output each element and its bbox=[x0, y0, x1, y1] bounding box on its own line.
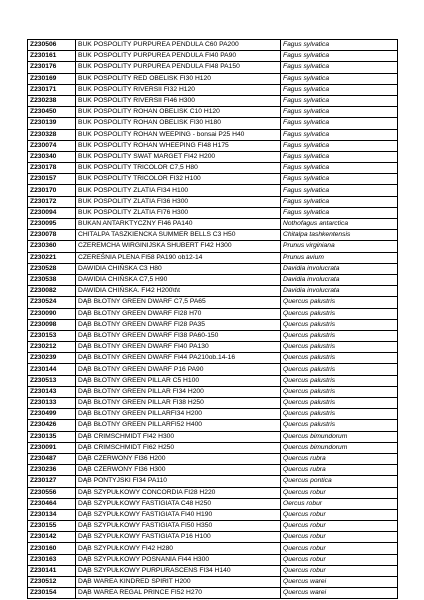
table-row bbox=[28, 174, 398, 185]
table-row bbox=[28, 308, 398, 319]
latin-name-cell: Quercus rubra bbox=[281, 465, 398, 476]
latin-name-cell: Quercus robur bbox=[281, 509, 398, 520]
product-code-cell: Z230153 bbox=[28, 330, 76, 341]
product-code-cell: Z230134 bbox=[28, 509, 76, 520]
table-row bbox=[28, 151, 398, 162]
table-row bbox=[28, 185, 398, 196]
product-code-cell: Z230155 bbox=[28, 521, 76, 532]
table-row bbox=[28, 118, 398, 129]
product-code-cell: Z230528 bbox=[28, 263, 76, 274]
product-name-cell: DĄB SZYPUŁKOWY CONCORDIA FI28 H220 bbox=[76, 487, 281, 498]
product-name-cell: DAWIDIA CHIŃSKA. FI42 H200\t\t bbox=[76, 286, 281, 297]
product-code-cell: Z230426 bbox=[28, 420, 76, 431]
product-name-cell: DĄB SZYPUŁKOWY FI42 H280 bbox=[76, 543, 281, 554]
product-name-cell: DĄB SZYPUŁKOWY FASTIGIATA P16 H100 bbox=[76, 532, 281, 543]
latin-name-cell: Fagus sylvatica bbox=[281, 151, 398, 162]
table-row bbox=[28, 386, 398, 397]
product-name-cell: DĄB BŁOTNY GREEN PILLARFI52 H400 bbox=[76, 420, 281, 431]
latin-name-cell: Fagus sylvatica bbox=[281, 118, 398, 129]
product-name-cell: DĄB SZYPUŁKOWY POSNANIA FI44 H300 bbox=[76, 554, 281, 565]
product-code-cell: Z230135 bbox=[28, 431, 76, 442]
table-row bbox=[28, 107, 398, 118]
latin-name-cell: Chitalpa tashkentensis bbox=[281, 230, 398, 241]
latin-name-cell: Fagus sylvatica bbox=[281, 129, 398, 140]
latin-name-cell: Fagus sylvatica bbox=[281, 107, 398, 118]
table-row bbox=[28, 577, 398, 588]
product-code-cell: Z230506 bbox=[28, 40, 76, 51]
latin-name-cell: Fagus sylvatica bbox=[281, 207, 398, 218]
product-name-cell: DĄB BŁOTNY GREEN PILLARFI34 H200 bbox=[76, 409, 281, 420]
table-row bbox=[28, 129, 398, 140]
latin-name-cell: Prunus virginiana bbox=[281, 241, 398, 252]
product-name-cell: BUKAN ANTARKTYCZNY FI46 PA140 bbox=[76, 219, 281, 230]
product-name-cell: BUK POSPOLITY ROHAN WEEPING - bonsai P25 H40 bbox=[76, 129, 281, 140]
product-code-cell: Z230157 bbox=[28, 174, 76, 185]
product-code-cell: Z230176 bbox=[28, 62, 76, 73]
table-row bbox=[28, 297, 398, 308]
product-code-cell: Z230487 bbox=[28, 453, 76, 464]
product-name-cell: BUK POSPOLITY RIVERSII FI46 H300 bbox=[76, 95, 281, 106]
latin-name-cell: Fagus sylvatica bbox=[281, 174, 398, 185]
product-code-cell: Z230169 bbox=[28, 73, 76, 84]
table-row bbox=[28, 84, 398, 95]
product-code-cell: Z230098 bbox=[28, 319, 76, 330]
product-name-cell: DĄB CZERWONY FI36 H200 bbox=[76, 453, 281, 464]
product-code-cell: Z230078 bbox=[28, 230, 76, 241]
product-code-cell: Z230513 bbox=[28, 375, 76, 386]
product-code-cell: Z230450 bbox=[28, 107, 76, 118]
product-name-cell: CZEREMCHA WIRGINIJSKA SHUBERT FI42 H300 bbox=[76, 241, 281, 252]
latin-name-cell: Fagus sylvatica bbox=[281, 73, 398, 84]
latin-name-cell: Quercus robur bbox=[281, 487, 398, 498]
product-name-cell: DĄB BŁOTNY GREEN DWARF C7,5 PA65 bbox=[76, 297, 281, 308]
table-row bbox=[28, 140, 398, 151]
product-name-cell: BUK POSPOLITY PURPUREA PENDULA C60 PA200 bbox=[76, 40, 281, 51]
product-code-cell: Z230095 bbox=[28, 219, 76, 230]
table-row bbox=[28, 330, 398, 341]
product-code-cell: Z230094 bbox=[28, 207, 76, 218]
product-name-cell: DĄB CRIMSCHMIDT FI62 H250 bbox=[76, 442, 281, 453]
latin-name-cell: Quercus palustris bbox=[281, 364, 398, 375]
product-name-cell: BUK POSPOLITY ZLATIA FI34 H100 bbox=[76, 185, 281, 196]
product-code-cell: Z230221 bbox=[28, 252, 76, 263]
product-name-cell: BUK POSPOLITY ROHAN OBELISK C10 H120 bbox=[76, 107, 281, 118]
product-name-cell: CHITALPA TASZKIENCKA SUMMER BELLS C3 H50 bbox=[76, 230, 281, 241]
product-code-cell: Z230464 bbox=[28, 498, 76, 509]
latin-name-cell: Quercus palustris bbox=[281, 409, 398, 420]
table-row bbox=[28, 40, 398, 51]
latin-name-cell: Fagus sylvatica bbox=[281, 40, 398, 51]
table-row bbox=[28, 163, 398, 174]
table-row bbox=[28, 342, 398, 353]
product-name-cell: DĄB BŁOTNY GREEN DWARF FI28 H70 bbox=[76, 308, 281, 319]
product-code-cell: Z230142 bbox=[28, 532, 76, 543]
latin-name-cell: Quercus palustris bbox=[281, 420, 398, 431]
latin-name-cell: Fagus sylvatica bbox=[281, 62, 398, 73]
table-row bbox=[28, 487, 398, 498]
product-name-cell: BUK POSPOLITY ZLATIA FI36 H300 bbox=[76, 196, 281, 207]
product-code-cell: Z230171 bbox=[28, 84, 76, 95]
product-name-cell: BUK POSPOLITY ROHAN WHEEPING FI48 H175 bbox=[76, 140, 281, 151]
product-name-cell: DĄB BŁOTNY GREEN PILLAR C5 H100 bbox=[76, 375, 281, 386]
table-row bbox=[28, 543, 398, 554]
latin-name-cell: Quercus rubra bbox=[281, 453, 398, 464]
product-code-cell: Z230163 bbox=[28, 554, 76, 565]
table-row bbox=[28, 453, 398, 464]
product-code-cell: Z230074 bbox=[28, 140, 76, 151]
table-row bbox=[28, 219, 398, 230]
product-name-cell: BUK POSPOLITY RED OBELISK FI30 H120 bbox=[76, 73, 281, 84]
product-code-cell: Z230127 bbox=[28, 476, 76, 487]
product-code-cell: Z230499 bbox=[28, 409, 76, 420]
product-code-cell: Z230178 bbox=[28, 163, 76, 174]
table-row bbox=[28, 442, 398, 453]
table-row bbox=[28, 263, 398, 274]
table-row bbox=[28, 230, 398, 241]
product-code-cell: Z230090 bbox=[28, 308, 76, 319]
product-code-cell: Z230239 bbox=[28, 353, 76, 364]
product-name-cell: BUK POSPOLITY ZLATIA FI76 H300 bbox=[76, 207, 281, 218]
product-code-cell: Z230236 bbox=[28, 465, 76, 476]
product-name-cell: DĄB BŁOTNY GREEN PILLAR FI34 H200 bbox=[76, 386, 281, 397]
latin-name-cell: Quercus palustris bbox=[281, 330, 398, 341]
latin-name-cell: Quercus robur bbox=[281, 532, 398, 543]
table-row bbox=[28, 252, 398, 263]
product-code-cell: Z230238 bbox=[28, 95, 76, 106]
product-name-cell: DĄB PONTYJSKI FI34 PA110 bbox=[76, 476, 281, 487]
product-code-cell: Z230538 bbox=[28, 274, 76, 285]
table-row bbox=[28, 62, 398, 73]
product-code-cell: Z230524 bbox=[28, 297, 76, 308]
table-row bbox=[28, 588, 398, 599]
table-row bbox=[28, 532, 398, 543]
plant-catalog-table bbox=[27, 39, 398, 599]
table-row bbox=[28, 51, 398, 62]
product-name-cell: DĄB WAREA KINDRED SPIRIT H200 bbox=[76, 577, 281, 588]
product-name-cell: DĄB BŁOTNY GREEN DWARF FI40 PA130 bbox=[76, 342, 281, 353]
latin-name-cell: Quercus robur bbox=[281, 565, 398, 576]
latin-name-cell: Prunus avium bbox=[281, 252, 398, 263]
product-name-cell: BUK POSPOLITY RIVERSII FI32 H120 bbox=[76, 84, 281, 95]
table-row bbox=[28, 476, 398, 487]
product-name-cell: BUK POSPOLITY PURPUREA PENDULA FI48 PA150 bbox=[76, 62, 281, 73]
table-row bbox=[28, 521, 398, 532]
product-code-cell: Z230172 bbox=[28, 196, 76, 207]
latin-name-cell: Fagus sylvatica bbox=[281, 84, 398, 95]
product-code-cell: Z230143 bbox=[28, 386, 76, 397]
latin-name-cell: Quercus palustris bbox=[281, 375, 398, 386]
table-row bbox=[28, 420, 398, 431]
table-row bbox=[28, 207, 398, 218]
latin-name-cell: Fagus sylvatica bbox=[281, 51, 398, 62]
product-code-cell: Z230139 bbox=[28, 118, 76, 129]
latin-name-cell: Fagus sylvatica bbox=[281, 163, 398, 174]
product-name-cell: DĄB SZYPUŁKOWY PURPURASCENS FI34 H140 bbox=[76, 565, 281, 576]
table-body bbox=[28, 40, 398, 599]
product-name-cell: CZEREŚNIA PLENA FI58 PA190 ob12-14 bbox=[76, 252, 281, 263]
latin-name-cell: Fagus sylvatica bbox=[281, 196, 398, 207]
product-code-cell: Z230212 bbox=[28, 342, 76, 353]
product-name-cell: BUK POSPOLITY TRICOLOR FI32 H100 bbox=[76, 174, 281, 185]
table-row bbox=[28, 498, 398, 509]
product-name-cell: DĄB BŁOTNY GREEN DWARF P16 PA90 bbox=[76, 364, 281, 375]
table-row bbox=[28, 431, 398, 442]
latin-name-cell: Quercus palustris bbox=[281, 386, 398, 397]
product-name-cell: DĄB SZYPUŁKOWY FASTIGIATA C48 H250 bbox=[76, 498, 281, 509]
table-row bbox=[28, 398, 398, 409]
product-code-cell: Z230340 bbox=[28, 151, 76, 162]
product-name-cell: DĄB SZYPUŁKOWY FASTIGIATA FI50 H350 bbox=[76, 521, 281, 532]
product-code-cell: Z230154 bbox=[28, 588, 76, 599]
product-name-cell: DĄB BŁOTNY GREEN DWARF FI28 PA35 bbox=[76, 319, 281, 330]
table-row bbox=[28, 565, 398, 576]
latin-name-cell: Quercus palustris bbox=[281, 342, 398, 353]
latin-name-cell: Quercus palustris bbox=[281, 353, 398, 364]
latin-name-cell: Quercus palustris bbox=[281, 308, 398, 319]
product-code-cell: Z230091 bbox=[28, 442, 76, 453]
product-code-cell: Z230512 bbox=[28, 577, 76, 588]
product-code-cell: Z230160 bbox=[28, 543, 76, 554]
table-row bbox=[28, 73, 398, 84]
table-row bbox=[28, 286, 398, 297]
latin-name-cell: Davidia involucrata bbox=[281, 286, 398, 297]
product-name-cell: DAWIDIA CHIŃSKA C7,5 H90 bbox=[76, 274, 281, 285]
latin-name-cell: Quercus robur bbox=[281, 521, 398, 532]
product-name-cell: BUK POSPOLITY ROHAN OBELISK FI30 H180 bbox=[76, 118, 281, 129]
product-code-cell: Z230141 bbox=[28, 565, 76, 576]
latin-name-cell: Nothofagus antarctica bbox=[281, 219, 398, 230]
latin-name-cell: Quercus warei bbox=[281, 588, 398, 599]
latin-name-cell: Fagus sylvatica bbox=[281, 95, 398, 106]
latin-name-cell: Quercus pontica bbox=[281, 476, 398, 487]
latin-name-cell: Fagus sylvatica bbox=[281, 140, 398, 151]
product-name-cell: DĄB SZYPUŁKOWY FASTIGIATA FI40 H190 bbox=[76, 509, 281, 520]
table-row bbox=[28, 554, 398, 565]
product-code-cell: Z230133 bbox=[28, 398, 76, 409]
table-row bbox=[28, 364, 398, 375]
latin-name-cell: Quercus bimundorum bbox=[281, 442, 398, 453]
table-row bbox=[28, 241, 398, 252]
product-name-cell: DĄB CZERWONY FI36 H300 bbox=[76, 465, 281, 476]
product-name-cell: BUK POSPOLITY SWAT MARGET FI42 H200 bbox=[76, 151, 281, 162]
latin-name-cell: Quercus palustris bbox=[281, 319, 398, 330]
product-code-cell: Z230556 bbox=[28, 487, 76, 498]
product-code-cell: Z230161 bbox=[28, 51, 76, 62]
table-row bbox=[28, 95, 398, 106]
product-name-cell: DĄB WAREA REGAL PRINCE FI52 H270 bbox=[76, 588, 281, 599]
product-name-cell: DĄB CRIMSCHMIDT FI42 H300 bbox=[76, 431, 281, 442]
latin-name-cell: Quercus palustris bbox=[281, 398, 398, 409]
table-row bbox=[28, 375, 398, 386]
table-row bbox=[28, 409, 398, 420]
product-code-cell: Z230144 bbox=[28, 364, 76, 375]
product-name-cell: DĄB BŁOTNY GREEN PILLAR FI38 H250 bbox=[76, 398, 281, 409]
product-code-cell: Z230328 bbox=[28, 129, 76, 140]
table-row bbox=[28, 319, 398, 330]
latin-name-cell: Fagus sylvatica bbox=[281, 185, 398, 196]
latin-name-cell: Quercus warei bbox=[281, 577, 398, 588]
latin-name-cell: Quercus palustris bbox=[281, 297, 398, 308]
table-row bbox=[28, 465, 398, 476]
table-row bbox=[28, 196, 398, 207]
table-row bbox=[28, 509, 398, 520]
latin-name-cell: Quercus robur bbox=[281, 543, 398, 554]
product-code-cell: Z230360 bbox=[28, 241, 76, 252]
product-name-cell: DAWIDIA CHIŃSKA C3 H80 bbox=[76, 263, 281, 274]
latin-name-cell: Davidia involucrata bbox=[281, 274, 398, 285]
table-row bbox=[28, 274, 398, 285]
product-name-cell: DĄB BŁOTNY GREEN DWARF FI38 PA60-150 bbox=[76, 330, 281, 341]
table-row bbox=[28, 353, 398, 364]
product-name-cell: BUK POSPOLITY PURPUREA PENDULA FI40 PA90 bbox=[76, 51, 281, 62]
product-code-cell: Z230082 bbox=[28, 286, 76, 297]
product-name-cell: BUK POSPOLITY TRICOLOR C7,5 H80 bbox=[76, 163, 281, 174]
latin-name-cell: Davidia involucrata bbox=[281, 263, 398, 274]
latin-name-cell: Quercus robur bbox=[281, 554, 398, 565]
product-name-cell: DĄB BŁOTNY GREEN DWARF FI44 PA210ob.14-16 bbox=[76, 353, 281, 364]
latin-name-cell: Quercus bimundorum bbox=[281, 431, 398, 442]
product-code-cell: Z230170 bbox=[28, 185, 76, 196]
latin-name-cell: Oercus robur bbox=[281, 498, 398, 509]
